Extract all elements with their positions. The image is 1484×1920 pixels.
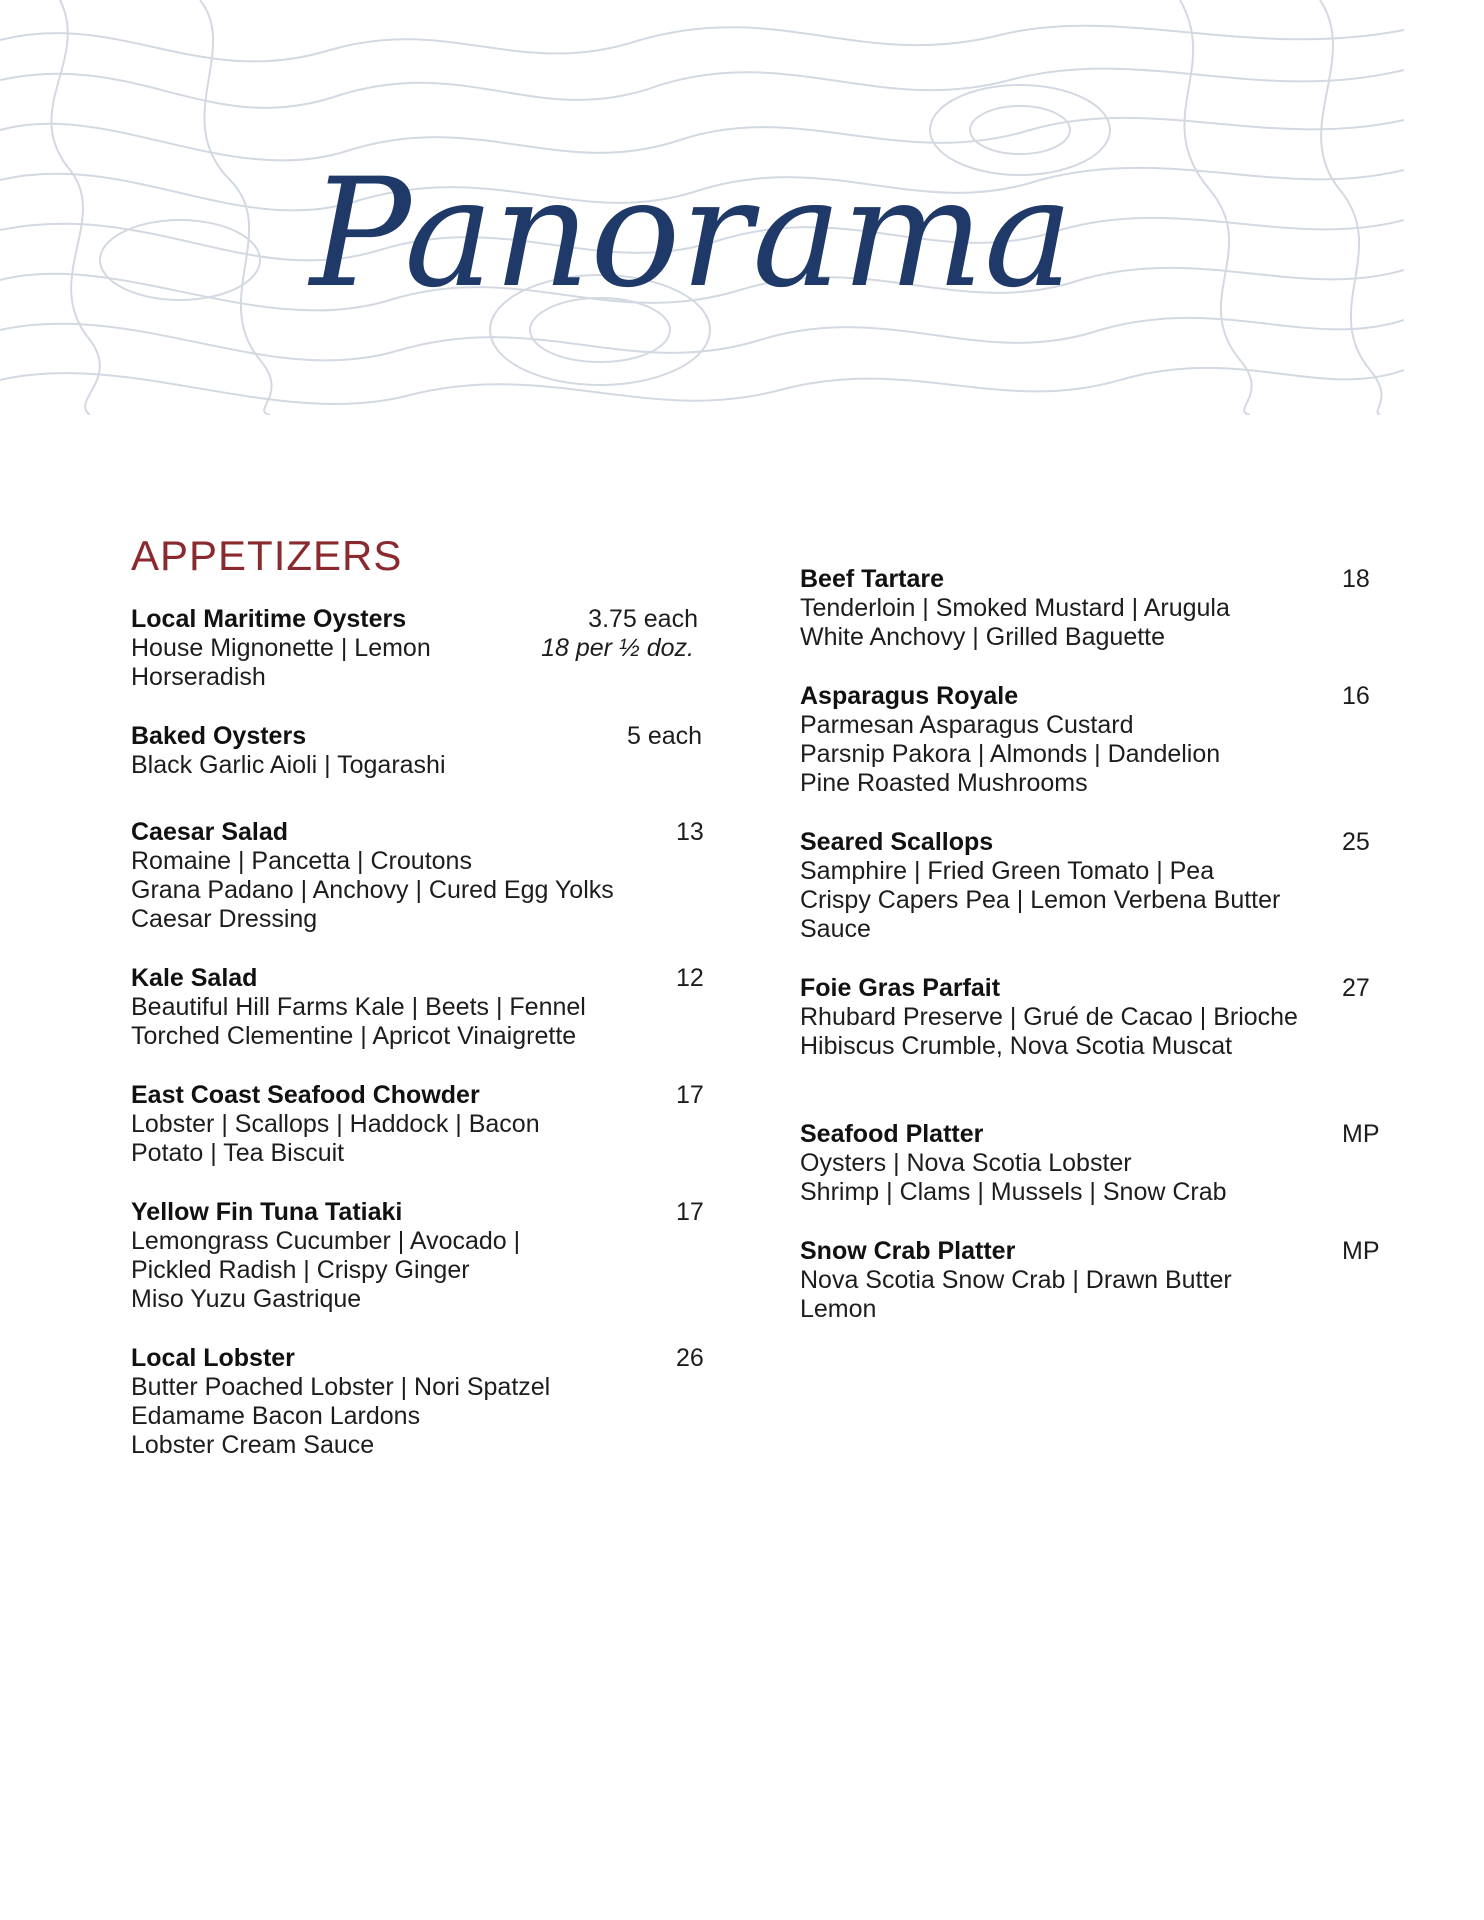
menu-item [800, 565, 1422, 652]
item-description-line: Caesar Dressing [131, 905, 318, 933]
item-description-line: White Anchovy | Grilled Baguette [800, 623, 1166, 651]
menu-item [800, 1237, 1422, 1324]
menu-item [131, 1344, 756, 1460]
item-description-line: Miso Yuzu Gastrique [131, 1285, 362, 1313]
menu-item [800, 1120, 1422, 1207]
item-description-line: Grana Padano | Anchovy | Cured Egg Yolks [131, 876, 614, 904]
item-price: MP [1342, 1237, 1380, 1265]
item-name: Snow Crab Platter [800, 1237, 1016, 1265]
item-name: Baked Oysters [131, 722, 307, 750]
item-price-alt: 18 per ½ doz. [541, 634, 694, 662]
item-description-line: Hibiscus Crumble, Nova Scotia Muscat [800, 1032, 1233, 1060]
item-price: 26 [676, 1344, 704, 1372]
menu-item [131, 964, 756, 1051]
section-title: APPETIZERS [131, 532, 403, 579]
item-description-line: Beautiful Hill Farms Kale | Beets | Fennel [131, 993, 586, 1021]
item-name: Seared Scallops [800, 828, 994, 856]
item-name: Kale Salad [131, 964, 258, 992]
menu-item [800, 974, 1422, 1061]
item-name: Yellow Fin Tuna Tatiaki [131, 1198, 403, 1226]
menu-item [131, 605, 756, 692]
menu-item [131, 722, 756, 780]
item-description-line: Lobster | Scallops | Haddock | Bacon [131, 1110, 540, 1138]
item-description-line: Horseradish [131, 663, 266, 691]
item-description-line: Butter Poached Lobster | Nori Spatzel [131, 1373, 551, 1401]
item-description-line: Pine Roasted Mushrooms [800, 769, 1088, 797]
item-price: 13 [676, 818, 704, 846]
item-description-line: Potato | Tea Biscuit [131, 1139, 345, 1167]
menu-item [131, 1198, 756, 1314]
item-price: 17 [676, 1081, 704, 1109]
item-description-line: Black Garlic Aioli | Togarashi [131, 751, 446, 779]
item-description-line: Parsnip Pakora | Almonds | Dandelion [800, 740, 1221, 768]
menu-item [131, 1081, 756, 1168]
item-description-line: Oysters | Nova Scotia Lobster [800, 1149, 1132, 1177]
item-name: Foie Gras Parfait [800, 974, 1001, 1002]
brand-logo [300, 120, 1130, 350]
item-name: Local Maritime Oysters [131, 605, 407, 633]
item-description-line: Nova Scotia Snow Crab | Drawn Butter [800, 1266, 1232, 1294]
item-name: Seafood Platter [800, 1120, 984, 1148]
item-price: 18 [1342, 565, 1370, 593]
item-name: East Coast Seafood Chowder [131, 1081, 480, 1109]
item-price: 3.75 each [588, 605, 698, 633]
item-price: 16 [1342, 682, 1370, 710]
menu-item [800, 682, 1422, 798]
item-name: Caesar Salad [131, 818, 289, 846]
item-description-line: Lemon [800, 1295, 877, 1323]
item-name: Beef Tartare [800, 565, 945, 593]
item-price: 27 [1342, 974, 1370, 1002]
header-banner [0, 0, 1404, 415]
item-description-line: Shrimp | Clams | Mussels | Snow Crab [800, 1178, 1227, 1206]
item-description-line: Lemongrass Cucumber | Avocado | [131, 1227, 521, 1255]
item-description-line: Rhubard Preserve | Grué de Cacao | Brioche [800, 1003, 1298, 1031]
item-name: Asparagus Royale [800, 682, 1019, 710]
item-price: 12 [676, 964, 704, 992]
item-description-line: Romaine | Pancetta | Croutons [131, 847, 472, 875]
item-description-line: Parmesan Asparagus Custard [800, 711, 1134, 739]
item-description-line: Edamame Bacon Lardons [131, 1402, 421, 1430]
item-description-line: Sauce [800, 915, 871, 943]
item-price: 5 each [627, 722, 703, 750]
item-description-line: Tenderloin | Smoked Mustard | Arugula [800, 594, 1230, 622]
item-description-line: Torched Clementine | Apricot Vinaigrette [131, 1022, 577, 1050]
item-price: 25 [1342, 828, 1370, 856]
item-price: MP [1342, 1120, 1380, 1148]
item-description-line: Samphire | Fried Green Tomato | Pea [800, 857, 1215, 885]
item-description-line: Pickled Radish | Crispy Ginger [131, 1256, 470, 1284]
item-price: 17 [676, 1198, 704, 1226]
item-description-line: Crispy Capers Pea | Lemon Verbena Butter [800, 886, 1281, 914]
item-name: Local Lobster [131, 1344, 295, 1372]
item-description-line: House Mignonette | Lemon [131, 634, 431, 662]
menu-item [131, 818, 756, 934]
menu-item [800, 828, 1422, 944]
item-description-line: Lobster Cream Sauce [131, 1431, 375, 1459]
logo-text: Panorama [310, 147, 1074, 321]
